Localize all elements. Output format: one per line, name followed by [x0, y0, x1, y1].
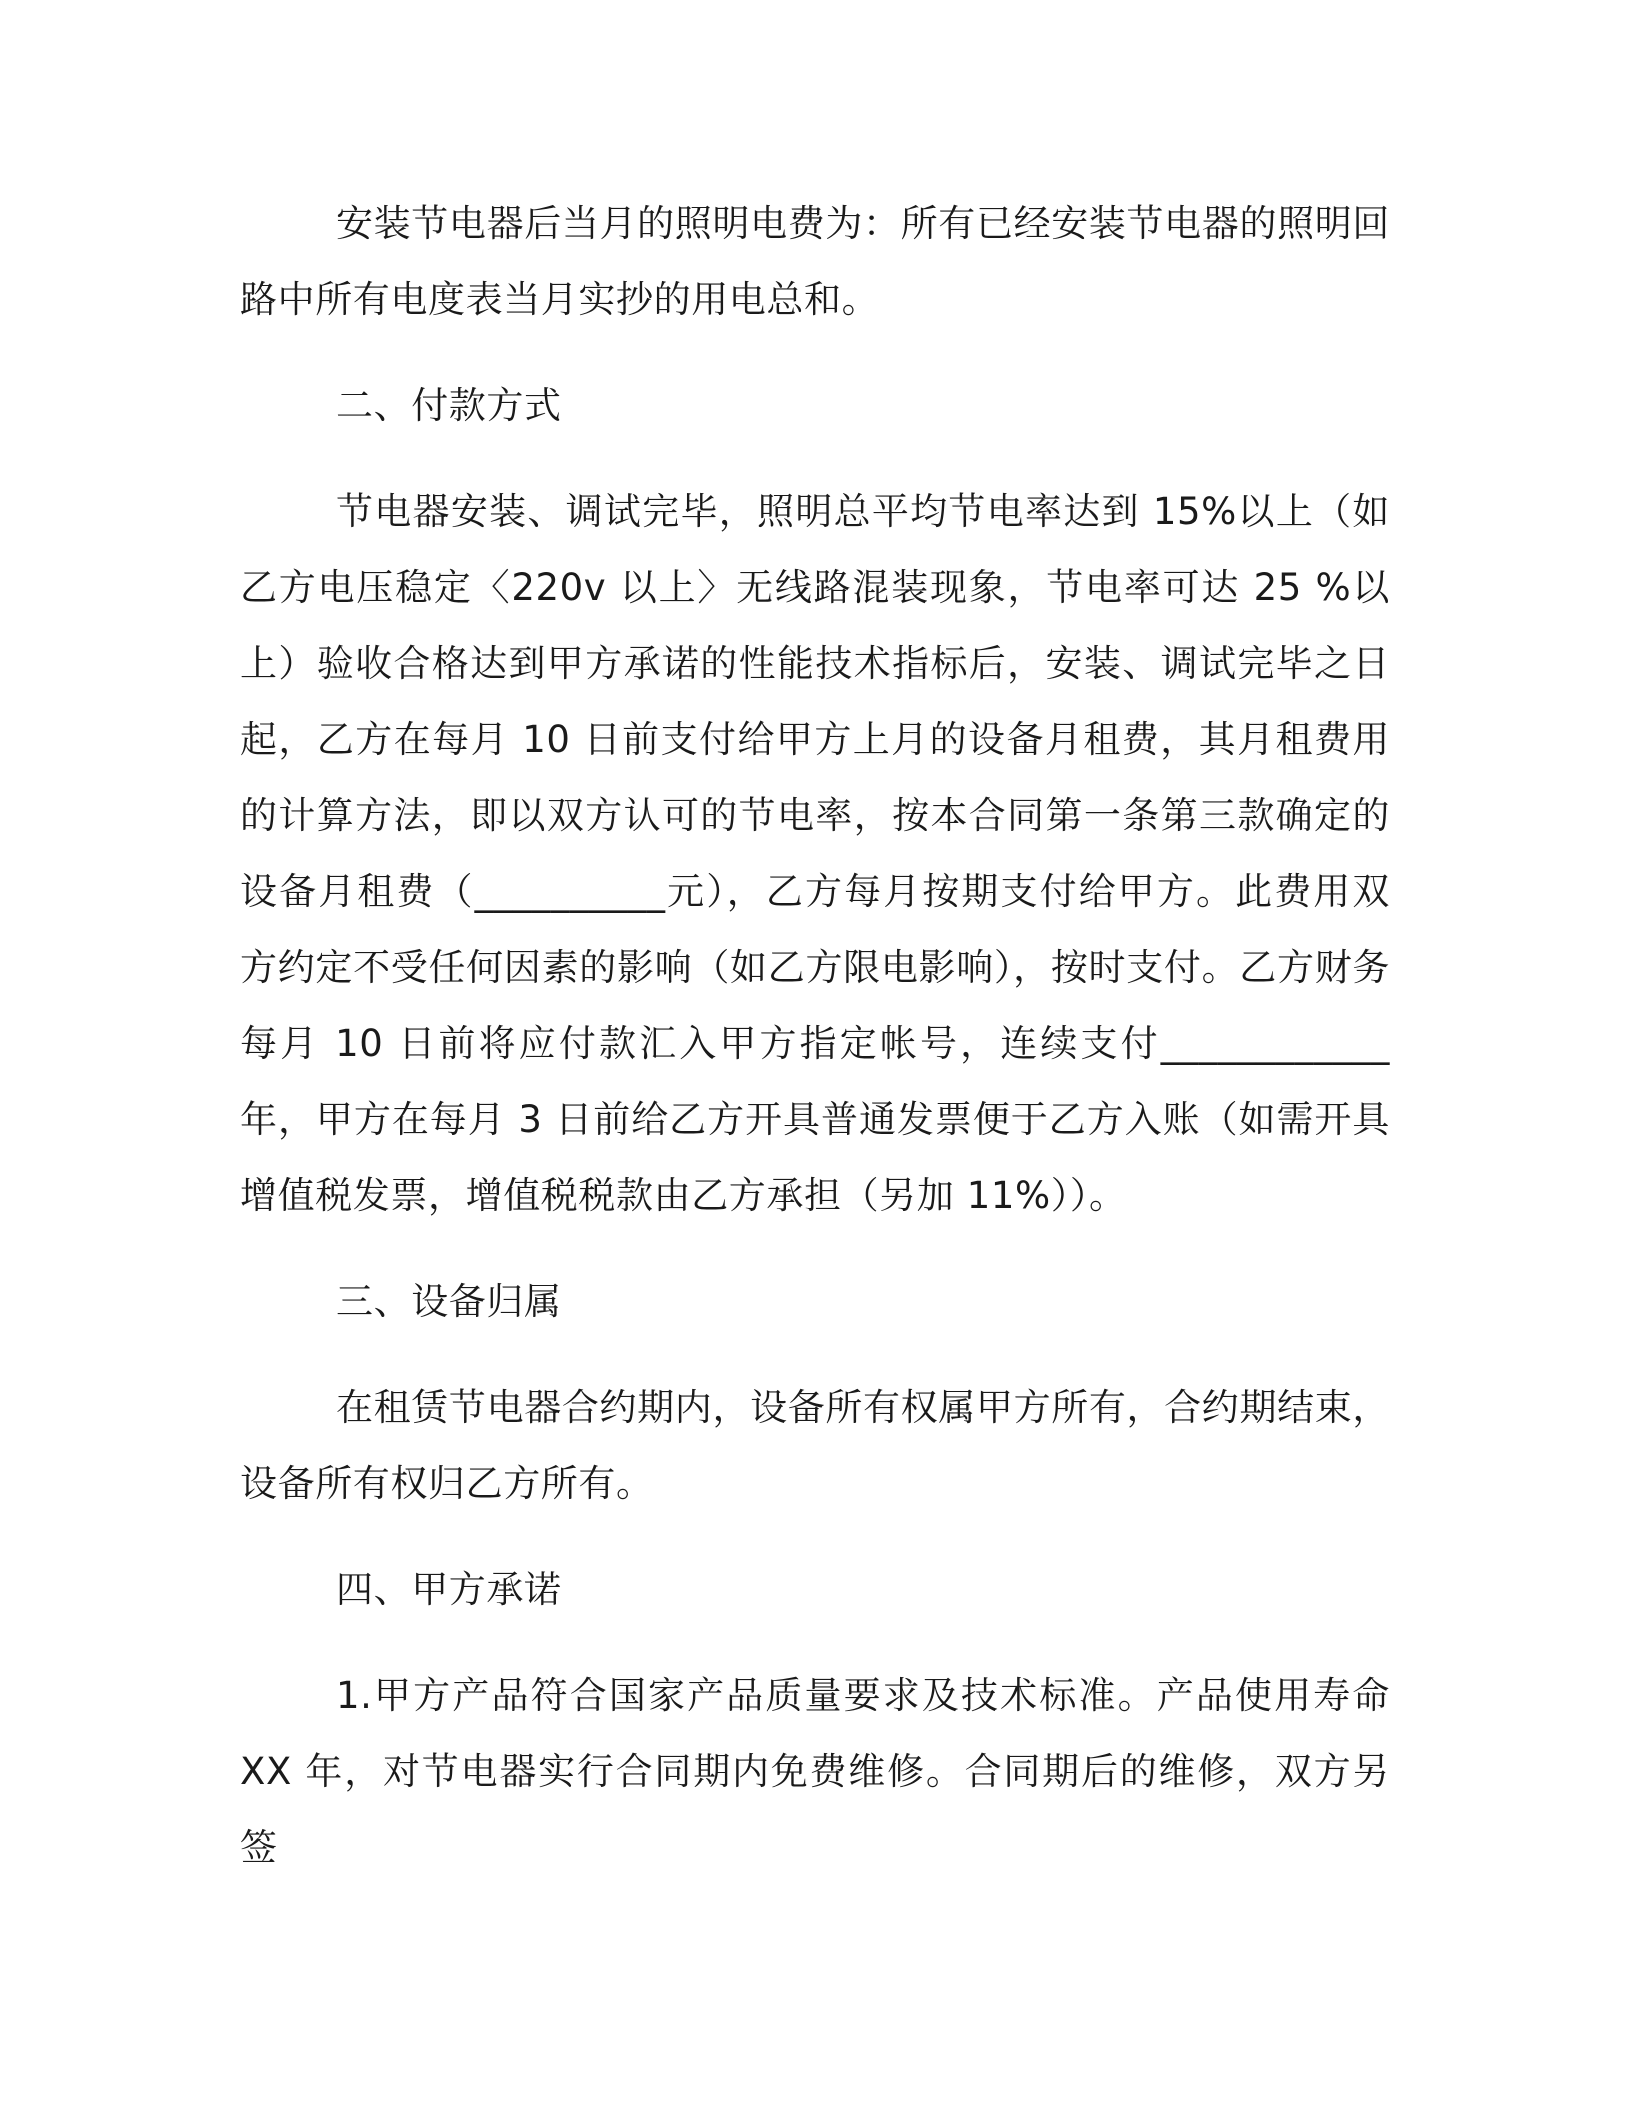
paragraph-payment-terms: 节电器安装、调试完毕，照明总平均节电率达到 15%以上（如乙方电压稳定〈220v 以上〉无线路混装现象，节电率可达 25 %以上）验收合格达到甲方承诺的性能技术指标后，安装、调试完毕之日起，乙方在每月 10 日前支付给甲方上月的设备月租费，其月租费用的计算方法，即以双方认可的节电率，按本合同第一条第三款确定的设备月租费（__________元），乙方每月按期支付给甲方。此费用双方约定不受任何因素的影响（如乙方限电影响），按时支付。乙方财务每月 10 日前将应付款汇入甲方指定帐号，连续支付____________年，甲方在每月 3 日前给乙方开具普通发票便于乙方入账（如需开具增值税发票，增值税税款由乙方承担（另加 11%））。 [240, 490, 1390, 1217]
paragraph-electricity-fee: 安装节电器后当月的照明电费为：所有已经安装节电器的照明回路中所有电度表当月实抄的用电总和。 [240, 202, 1390, 321]
paragraph-ownership-terms: 在租赁节电器合约期内，设备所有权属甲方所有，合约期结束，设备所有权归乙方所有。 [240, 1386, 1390, 1505]
paragraph-commitment-1: 1.甲方产品符合国家产品质量要求及技术标准。产品使用寿命 XX 年，对节电器实行合同期内免费维修。合同期后的维修，双方另签 [240, 1674, 1390, 1869]
document-body [240, 186, 1390, 1886]
heading-equipment-ownership: 三、设备归属 [336, 1280, 562, 1323]
heading-party-a-commitment: 四、甲方承诺 [336, 1568, 562, 1611]
heading-payment-method: 二、付款方式 [336, 384, 562, 427]
